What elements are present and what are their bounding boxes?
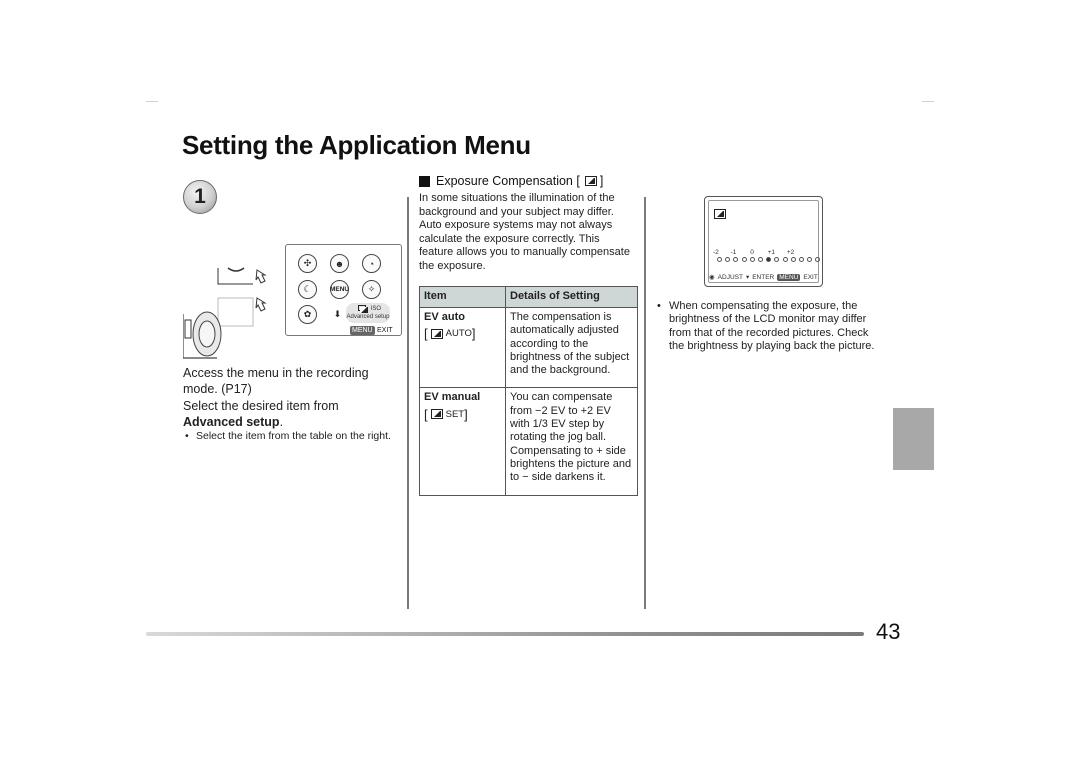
camera-body-drawing [183,262,283,360]
ev-compensation-icon [585,176,597,186]
ev-compensation-icon [358,305,366,311]
table-header-details: Details of Setting [506,287,638,308]
right-bullet-text: When compensating the exposure, the brightness of the LCD monitor may differ from that of the recorded pictures. Check the brightness by playing back the picture. [669,300,875,352]
page-number: 43 [876,619,901,644]
camera-illustration [183,262,283,360]
flash-button[interactable] [362,280,381,299]
lcd-guide-bar [709,272,818,282]
left-bullet-note: • Select the item from the table on the right. [185,430,391,442]
footer-rule [146,632,864,636]
item-name: EV manual [424,391,481,404]
flash-icon: ✧ [367,284,376,294]
advanced-setup-screen [346,303,390,323]
exit-label: EXIT [803,273,818,281]
instruction-select-suffix: . [279,415,284,429]
night-mode-button[interactable] [298,280,317,299]
camera-control-panel [285,244,402,336]
right-bullet-note: • When compensating the exposure, the brightness of the LCD monitor may differ from that of the recorded pictures. Check the brightness by playing back the picture. [657,300,875,352]
table-cell-item [420,388,506,495]
advanced-setup-bold: Advanced setup [183,415,280,429]
section-heading-end: ] [599,174,604,188]
down-arrow-button[interactable] [328,305,347,324]
macro-button[interactable] [298,305,317,324]
enter-icon: ▾ [745,274,750,281]
ev-compensation-icon [431,329,443,339]
instruction-select-prefix: Select the desired item from [183,399,339,413]
menu-button[interactable] [330,280,349,299]
table-header-item: Item [420,287,506,308]
section-heading [419,174,603,188]
menu-tag: MENU [779,273,799,281]
ev-scale [713,249,794,256]
item-code: [ AUTO ] [424,326,476,342]
section-intro: In some situations the illumination of the background and your subject may differ. Auto exposure systems may not always calculate the exposure correctly. This feature allows you to manually compensate the exposure. [419,192,630,272]
scale-label: -2 [713,249,719,256]
macro-icon: ✿ [303,309,312,319]
section-marker-icon [419,176,430,187]
iso-label: ISO [370,306,381,312]
item-code: [ SET ] [424,406,468,422]
portrait-icon: ☻ [334,258,345,269]
enter-label: ENTER [752,273,775,281]
scene-mode-button[interactable] [298,254,317,273]
corner-mark-left [146,101,158,102]
down-arrow-icon: ⬇ [333,309,342,319]
ev-step-indicator [766,257,771,262]
scale-label: +1 [767,249,776,256]
column-divider-right [644,197,646,609]
scene-mode-icon: ✣ [303,258,312,268]
table-row [420,388,638,495]
table-cell-details: The compensation is automatically adjusted according to the brightness of the subject and the background. [506,308,638,388]
menu-button-label: MENU [329,286,350,293]
scale-label: 0 [750,249,754,256]
chapter-tab [893,408,934,470]
instruction-select-item [183,398,393,430]
self-timer-icon: ◔ [368,258,375,269]
night-mode-icon: ☾ [303,284,312,294]
self-timer-button[interactable] [362,254,381,273]
jog-ball-icon: ◉ [709,274,715,281]
step-number-badge: 1 [183,180,217,214]
page-title: Setting the Application Menu [182,130,531,160]
ev-step-dots [717,257,820,262]
lcd-monitor [704,196,823,287]
column-divider-left [407,197,409,609]
left-bullet-text: Select the item from the table on the right. [196,430,391,442]
item-name: EV auto [424,311,465,323]
ev-compensation-icon [431,409,443,419]
scale-label: +2 [786,249,795,256]
menu-tag: MENU [352,327,373,334]
item-code-label: AUTO [445,328,472,340]
ev-compensation-icon [714,209,726,219]
portrait-mode-button[interactable] [330,254,349,273]
advanced-setup-label: Advanced setup [346,314,390,320]
item-code-label: SET [445,408,465,420]
exit-label: EXIT [377,327,393,334]
scale-label: -1 [730,249,737,256]
settings-table [419,286,638,496]
adjust-label: ADJUST [717,273,743,281]
section-heading-text: Exposure Compensation [ [436,174,580,188]
table-cell-details: You can compensate from −2 EV to +2 EV with 1/3 EV step by rotating the jog ball. Compensating to + side brightens the picture and to − side darkens it. [506,388,638,495]
corner-mark-right [922,101,934,102]
table-header-row [420,287,638,308]
instruction-access-menu: Access the menu in the recording mode. (P17) [183,366,369,396]
table-row [420,308,638,388]
table-cell-item [420,308,506,388]
